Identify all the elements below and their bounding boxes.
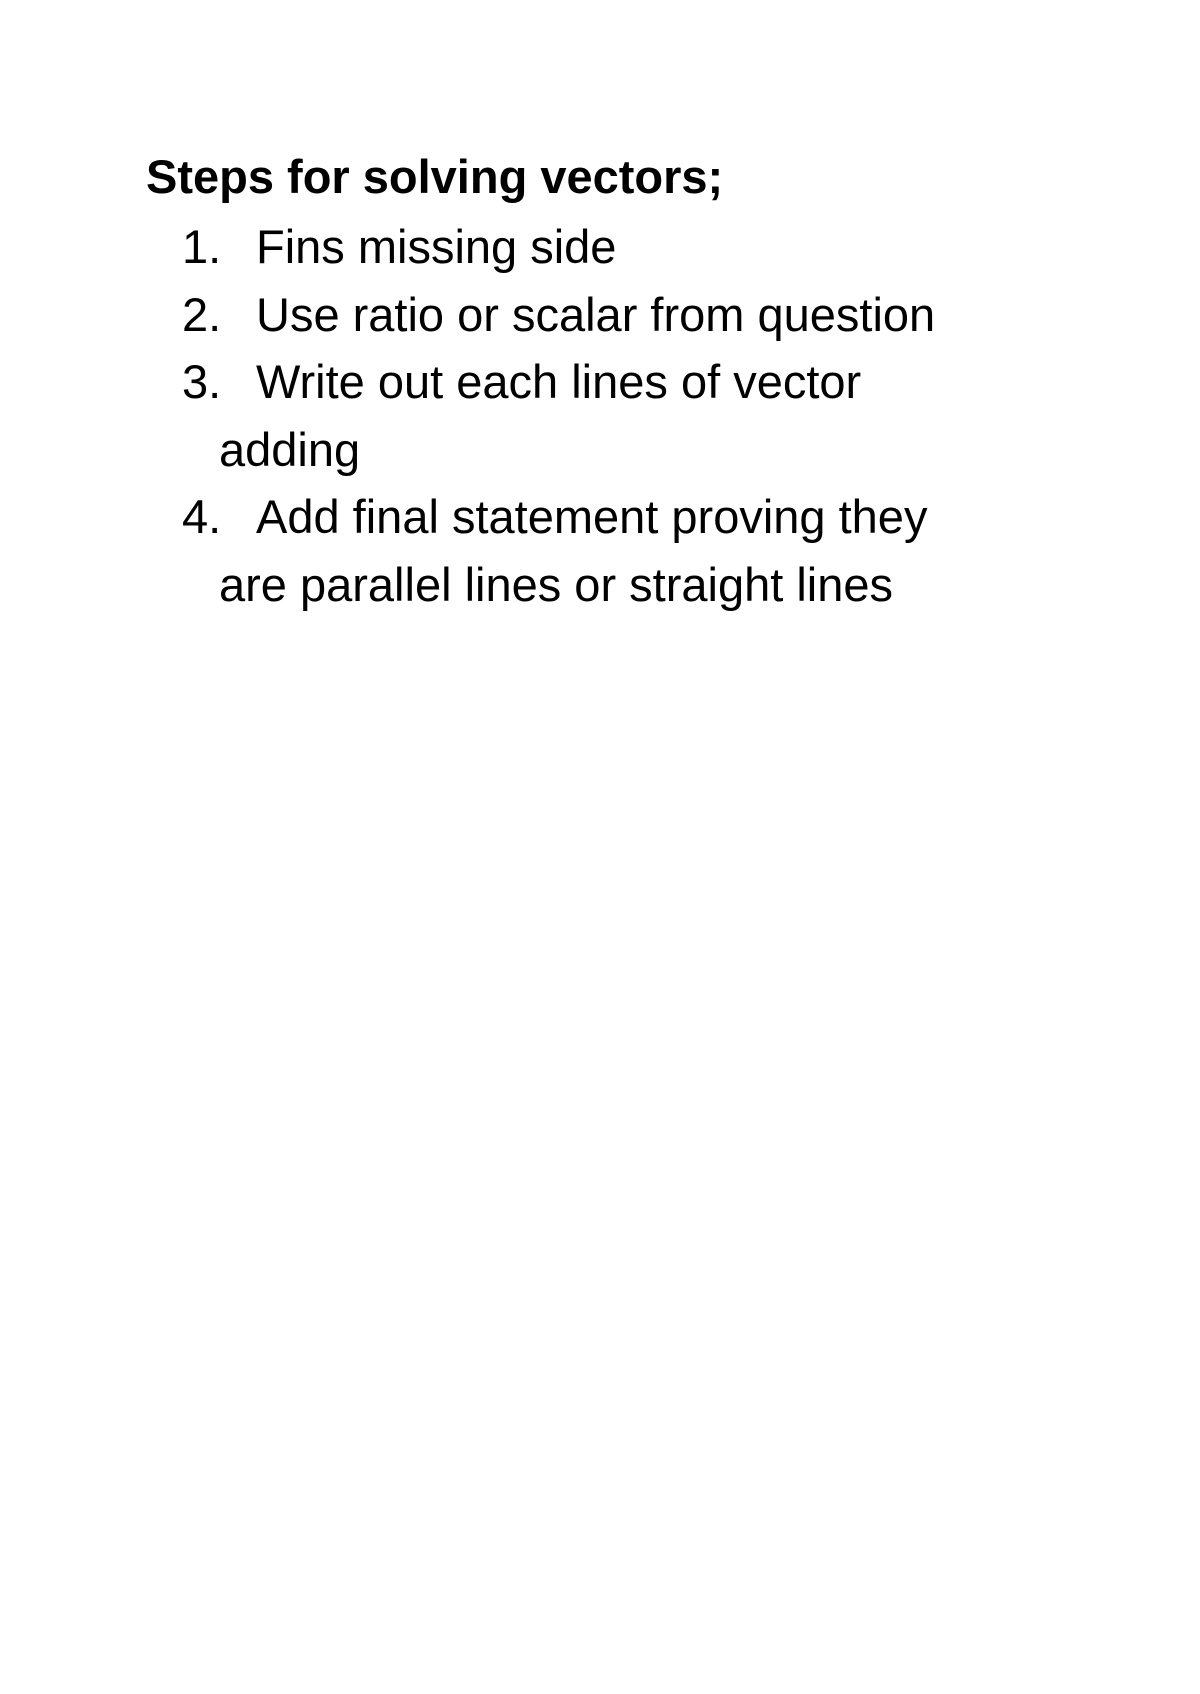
steps-list	[0, 213, 1000, 618]
step-number: 2.	[182, 287, 222, 341]
list-item	[0, 213, 1000, 281]
step-text: Write out each lines of vector adding	[219, 355, 862, 476]
list-item	[0, 483, 1000, 618]
step-number: 4.	[182, 490, 222, 543]
page-heading: Steps for solving vectors;	[146, 150, 724, 203]
step-text: Add final statement proving they are parallel lines or straight lines	[219, 490, 928, 611]
list-item	[0, 348, 1000, 483]
list-item	[0, 281, 1000, 349]
step-number: 3.	[182, 355, 222, 408]
step-text: Use ratio or scalar from question	[256, 287, 936, 341]
step-number: 1.	[182, 220, 222, 273]
step-text: Fins missing side	[256, 220, 617, 273]
